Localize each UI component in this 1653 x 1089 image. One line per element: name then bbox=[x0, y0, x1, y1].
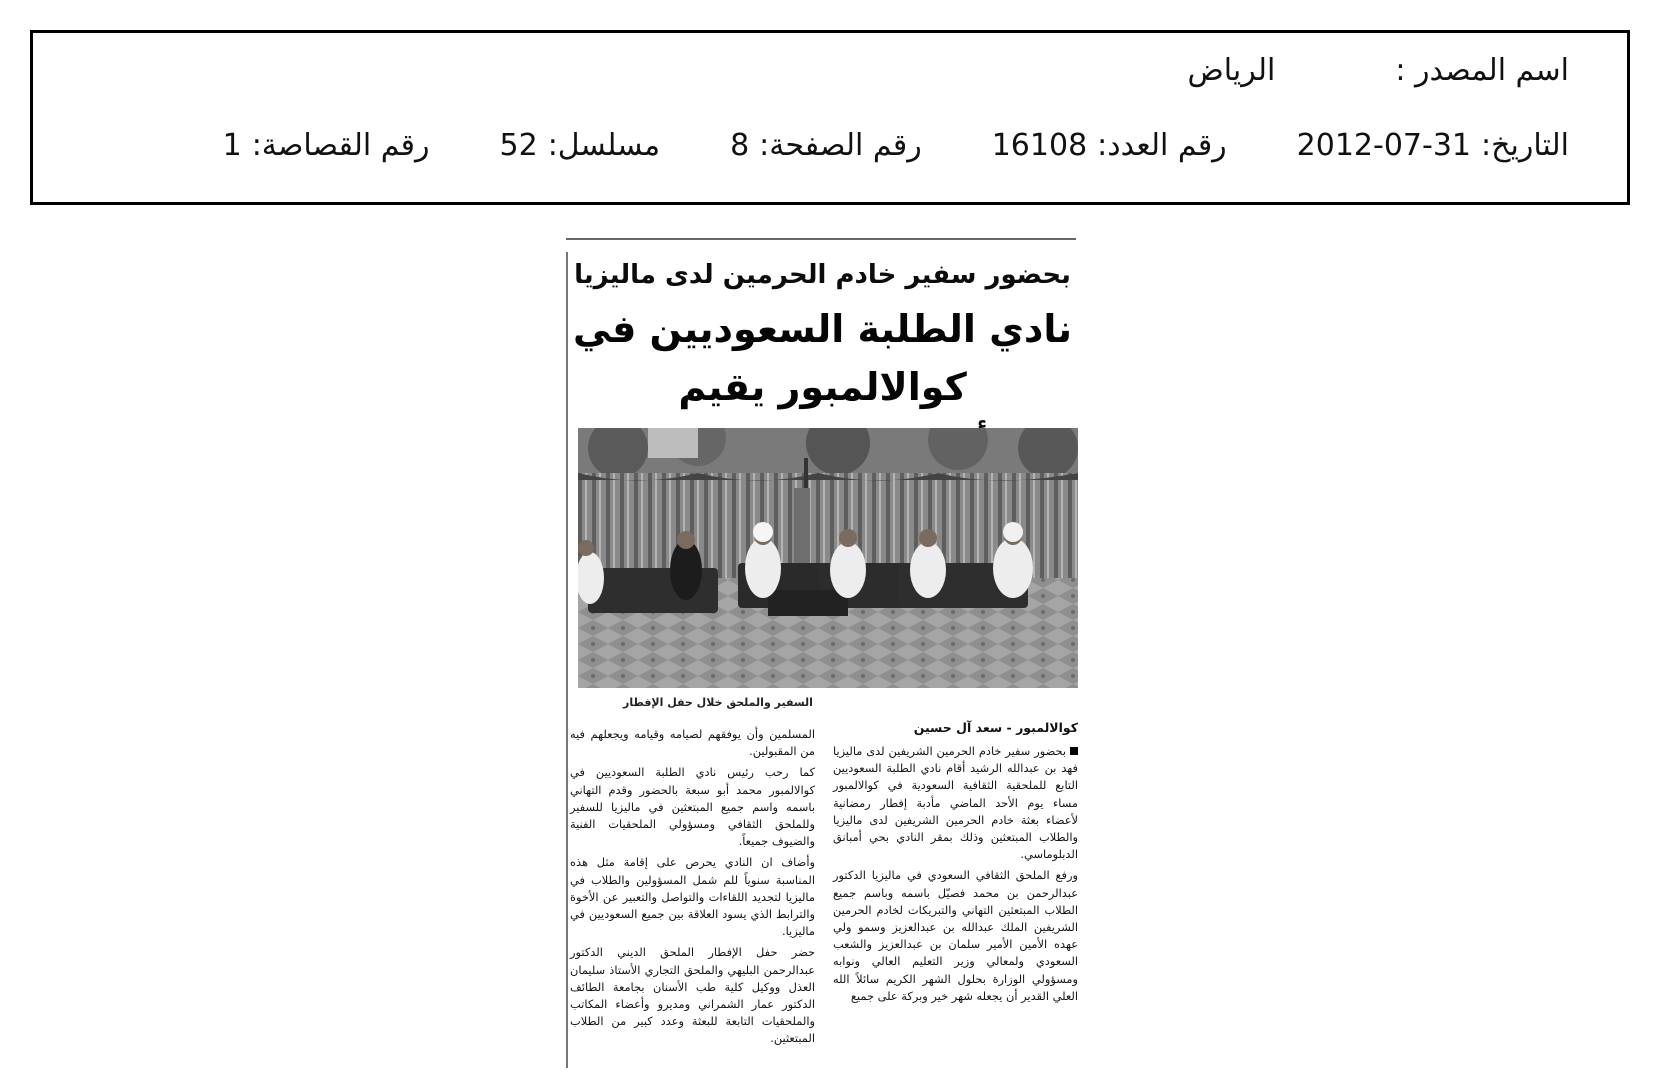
issue-value: 16108 bbox=[991, 128, 1088, 163]
article-photo bbox=[578, 428, 1078, 688]
newspaper-clipping bbox=[560, 238, 1080, 1068]
issue-label: رقم العدد: bbox=[1097, 128, 1227, 163]
clipping-top-rule bbox=[566, 238, 1076, 240]
article-byline: كوالالمبور - سعد آل حسين bbox=[913, 720, 1078, 735]
clip-number-label: رقم القصاصة: bbox=[251, 128, 430, 163]
page-label: رقم الصفحة: bbox=[759, 128, 922, 163]
issue-field bbox=[992, 128, 1227, 163]
source-value: الرياض bbox=[1187, 53, 1276, 88]
serial-field bbox=[500, 128, 661, 163]
clipping-left-rule bbox=[566, 252, 568, 1068]
clip-number-value: 1 bbox=[222, 128, 242, 163]
source-row bbox=[1188, 53, 1569, 88]
paragraph: المسلمين وأن يوفقهم لصيامه وقيامه ويجعلهم فيه من المقبولين. bbox=[570, 727, 815, 759]
clip-number-field bbox=[223, 128, 430, 163]
serial-value: 52 bbox=[499, 128, 538, 163]
paragraph: كما رحب رئيس نادي الطلبة السعوديين في كوالالمبور محمد أبو سبعة بالحضور وقدم التهاني باسمه واسم جميع المبتعثين في ماليزيا للسفير وللملحق الثقافي ومسؤولي الملحقيات الفنية والضيوف جميعاً. bbox=[570, 765, 815, 849]
date-field bbox=[1297, 128, 1569, 163]
clipping-metadata-box bbox=[30, 30, 1630, 205]
paragraph: وأضاف ان النادي يحرص على إقامة مثل هذه المناسبة سنوياً للم شمل المسؤولين والطلاب في ماليزيا لتجديد اللقاءات والتواصل والتعبير عن الأخوة والترابط الذي يسود العلاقة بين جميع السعوديين في ماليزيا. bbox=[570, 855, 815, 939]
serial-label: مسلسل: bbox=[547, 128, 661, 163]
headline-line-1: نادي الطلبة السعوديين في كوالالمبور يقيم bbox=[573, 307, 1072, 409]
photo-caption: السفير والملحق خلال حفل الإفطار bbox=[623, 696, 813, 709]
paragraph: ورفع الملحق الثقافي السعودي في ماليزيا الدكتور عبدالرحمن بن محمد فصيّل باسمه وباسم جميع الطلاب المبتعثين التهاني والتبريكات لخادم الحرمين الشريفين الملك عبدالله بن عبدالعزيز وسمو ولي عهده الأمين الأمير سلمان بن عبدالعزيز والشعب السعودي ولمعالي وزير التعليم العالي ونوابه ومسؤولي الوزارة بحلول الشهر الكريم سائلاً الله العلي القدير أن يجعله شهر خير وبركة على جميع bbox=[833, 868, 1078, 1003]
article-column-left bbox=[570, 726, 815, 1052]
details-row bbox=[223, 128, 1569, 163]
paragraph: بحضور سفير خادم الحرمين الشريفين لدى ماليزيا فهد بن عبدالله الرشيد أقام نادي الطلبة السعوديين التابع للملحقية الثقافية السعودية في كوالالمبور مساء يوم الأحد الماضي مأدبة إفطار رمضانية لأعضاء بعثة خادم الحرمين الشريفين لدى ماليزيا والطلاب المبتعثين وذلك بمقر النادي بحي أمبانق الدبلوماسي. bbox=[833, 744, 1078, 862]
bullet-square-icon bbox=[1070, 747, 1078, 755]
source-label: اسم المصدر : bbox=[1395, 53, 1569, 88]
page-field bbox=[730, 128, 922, 163]
page-value: 8 bbox=[730, 128, 750, 163]
article-kicker: بحضور سفير خادم الحرمين لدى ماليزيا bbox=[574, 260, 1071, 290]
paragraph: حضر حفل الإفطار الملحق الديني الدكتور عبدالرحمن البليهي والملحق التجاري الأستاذ سليمان العذل ووكيل كلية طب الأسنان بجامعة الطائف الدكتور عمار الشمراني ومديرو وأعضاء المكاتب والملحقيات التابعة للبعثة وعدد كبير من الطلاب المبتعثين. bbox=[570, 945, 815, 1046]
article-column-right bbox=[833, 743, 1078, 1009]
date-label: التاريخ: bbox=[1481, 128, 1569, 163]
date-value: 2012-07-31 bbox=[1296, 128, 1472, 163]
